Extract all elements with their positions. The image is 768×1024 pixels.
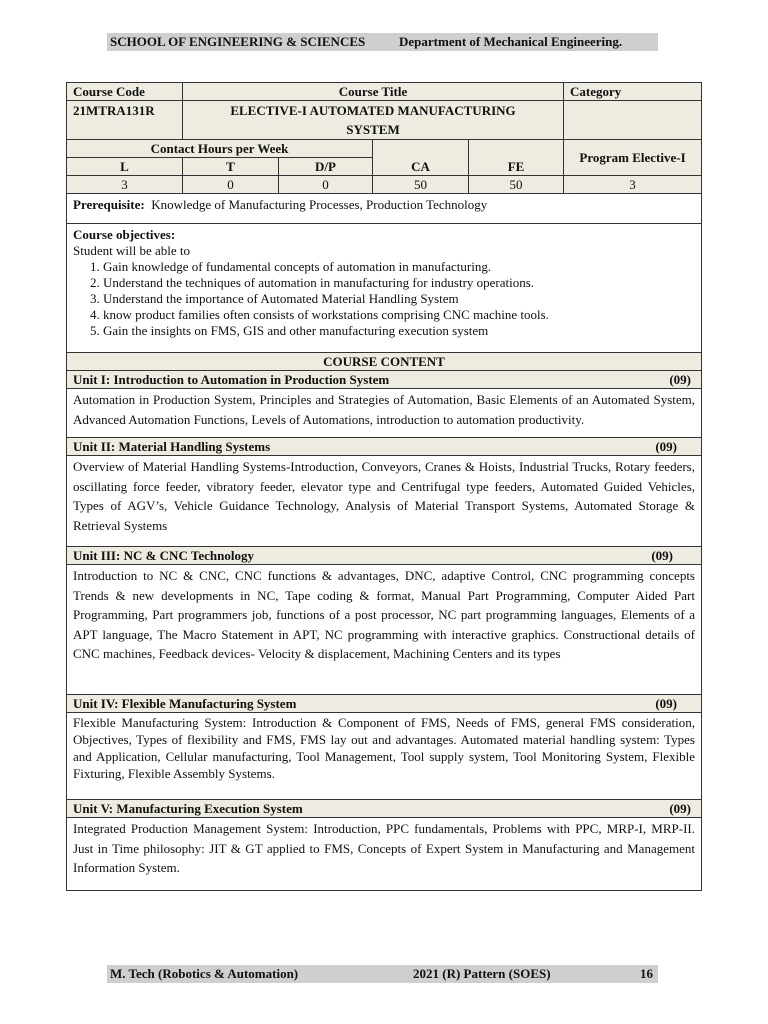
val-fe: 50 bbox=[469, 176, 564, 194]
course-title: ELECTIVE-I AUTOMATED MANUFACTURING SYSTEM bbox=[183, 101, 564, 140]
objective-item: 3. Understand the importance of Automated Material Handling System bbox=[103, 291, 695, 307]
unit-title: Unit I: Introduction to Automation in Production System bbox=[73, 372, 390, 387]
objectives-list bbox=[73, 259, 695, 339]
unit-4-body: Flexible Manufacturing System: Introduction & Component of FMS, Needs of FMS, general FMS consideration, Objectives, Types of flexibility and FMS, FMS lay out and advantages. Automated material handling system: Types and Application, Cellular manufacturing, Tool Management, Tool supply system, Tool Monitoring System, Flexible Fixturing, Flexible Assembly Systems. bbox=[67, 713, 702, 800]
unit-title: Unit IV: Flexible Manufacturing System bbox=[73, 696, 297, 711]
unit-1-body: Automation in Production System, Principles and Strategies of Automation, Basic Elements of an Automated System, Advanced Automation Functions, Levels of Automations, introduction to automation productivity. bbox=[67, 389, 702, 438]
col-t: T bbox=[183, 158, 279, 176]
category-empty bbox=[564, 101, 702, 140]
page-footer bbox=[107, 965, 658, 983]
school-name: SCHOOL OF ENGINEERING & SCIENCES bbox=[110, 34, 366, 49]
objectives-title: Course objectives: bbox=[73, 227, 176, 242]
pattern-label: 2021 (R) Pattern (SOES) bbox=[413, 966, 551, 981]
prerequisite-row bbox=[67, 194, 702, 224]
unit-5-body: Integrated Production Management System: Introduction, PPC fundamentals, Problems with PPC, MRP-I, MRP-II. Just in Time philosophy: JIT & GT applied to FMS, Concepts of Expert System in Manufacturing and Management Information System. bbox=[67, 818, 702, 891]
col-fe: FE bbox=[469, 140, 564, 176]
col-l: L bbox=[67, 158, 183, 176]
unit-hours: (09) bbox=[669, 801, 691, 816]
program-name: M. Tech (Robotics & Automation) bbox=[110, 966, 299, 981]
val-dp: 0 bbox=[279, 176, 373, 194]
unit-hours: (09) bbox=[655, 696, 677, 711]
val-l: 3 bbox=[67, 176, 183, 194]
department-name: Department of Mechanical Engineering. bbox=[399, 34, 623, 49]
unit-2-body: Overview of Material Handling Systems-Introduction, Conveyors, Cranes & Hoists, Industrial Trucks, Rotary feeders, oscillating force feeder, vibratory feeder, elevator type and Centrifugal type feeders, Automated Guided Vehicles, Types of AGV’s, Vehicle Guidance Technology, Analysis of Material Transport Systems, Automated Storage & Retrieval Systems bbox=[67, 456, 702, 547]
objective-item: 2. Understand the techniques of automation in manufacturing for industry operations. bbox=[103, 275, 695, 291]
unit-1-header bbox=[67, 371, 702, 389]
page-number: 16 bbox=[640, 966, 653, 981]
unit-hours: (09) bbox=[651, 548, 673, 563]
course-table bbox=[66, 82, 702, 891]
col-dp: D/P bbox=[279, 158, 373, 176]
col-ca: CA bbox=[373, 140, 469, 176]
val-ca: 50 bbox=[373, 176, 469, 194]
objective-item: 4. know product families often consists of workstations comprising CNC machine tools. bbox=[103, 307, 695, 323]
unit-hours: (09) bbox=[669, 372, 691, 387]
unit-hours: (09) bbox=[655, 439, 677, 454]
unit-5-header bbox=[67, 800, 702, 818]
objective-item: 1. Gain knowledge of fundamental concepts of automation in manufacturing. bbox=[103, 259, 695, 275]
unit-4-header bbox=[67, 695, 702, 713]
unit-title: Unit II: Material Handling Systems bbox=[73, 439, 271, 454]
unit-3-body: Introduction to NC & CNC, CNC functions & advantages, DNC, adaptive Control, CNC programming concepts Trends & new developments in NC, Tape coding & format, Manual Part Programming, Computer Aided Part Programming, Part programmers job, functions of a post processor, NC part programming languages, Elements of a APT language, The Macro Statement in APT, NC programming with interactive graphics. Constructional details of CNC machines, Feedback devices- Velocity & displacement, Machining Centers and its types bbox=[67, 565, 702, 695]
category-value: Program Elective-I bbox=[564, 140, 702, 176]
unit-3-header bbox=[67, 547, 702, 565]
course-content-title: COURSE CONTENT bbox=[67, 353, 702, 371]
prerequisite-text: Knowledge of Manufacturing Processes, Production Technology bbox=[151, 197, 488, 212]
course-title-label: Course Title bbox=[183, 83, 564, 101]
contact-hours-label: Contact Hours per Week bbox=[67, 140, 373, 158]
category-label: Category bbox=[564, 83, 702, 101]
prerequisite-label: Prerequisite: bbox=[73, 197, 145, 212]
val-credits: 3 bbox=[564, 176, 702, 194]
objectives-intro: Student will be able to bbox=[73, 243, 190, 258]
objective-item: 5. Gain the insights on FMS, GIS and other manufacturing execution system bbox=[103, 323, 695, 339]
unit-title: Unit V: Manufacturing Execution System bbox=[73, 801, 303, 816]
course-code-label: Course Code bbox=[67, 83, 183, 101]
unit-2-header bbox=[67, 438, 702, 456]
page-header bbox=[107, 33, 658, 51]
course-code: 21MTRA131R bbox=[67, 101, 183, 140]
val-t: 0 bbox=[183, 176, 279, 194]
unit-title: Unit III: NC & CNC Technology bbox=[73, 548, 254, 563]
objectives-cell bbox=[67, 224, 702, 353]
